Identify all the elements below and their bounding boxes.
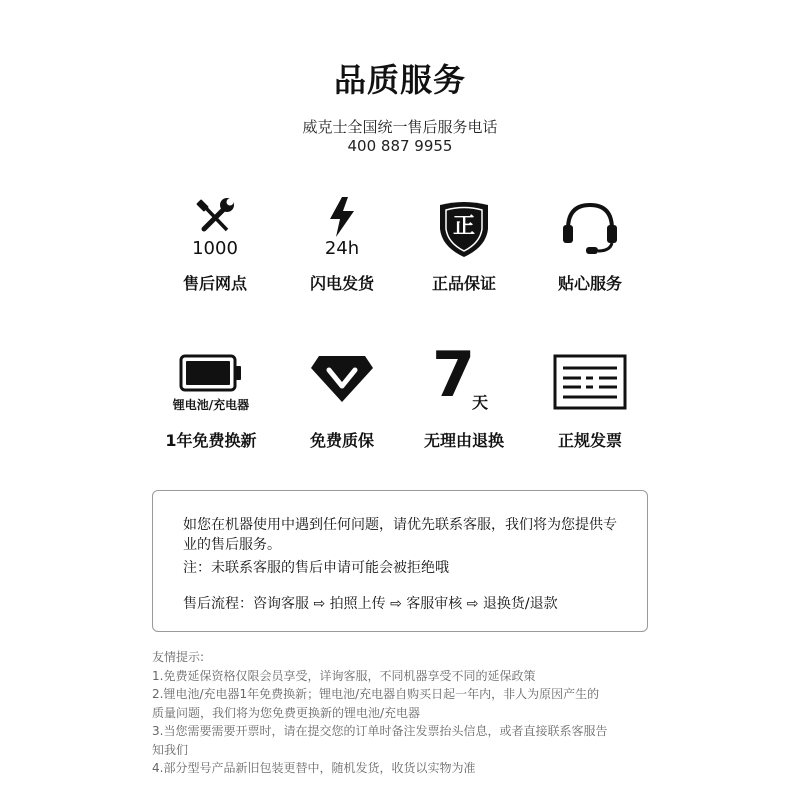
after-sales-notice (152, 490, 648, 632)
feature-service-outlets (145, 195, 285, 294)
feature-label: 免费质保 (309, 431, 374, 450)
tips-line: 4.部分型号产品新旧包装更替中，随机发货，收货以实物为准 (152, 761, 476, 775)
headset-icon (520, 195, 660, 265)
notice-note: 注：未联系客服的售后申请可能会被拒绝哦 (183, 560, 449, 576)
feature-label: 1年免费换新 (165, 431, 257, 450)
seven-digit: 7 (432, 338, 476, 411)
invoice-icon (520, 352, 660, 422)
lightning-icon (272, 195, 412, 265)
tips-heading: 友情提示: (152, 650, 205, 664)
hotline-label: 威克士全国统一售后服务电话 (302, 118, 498, 136)
process-step: 客服审核 (406, 596, 463, 612)
hotline-number: 400 887 9955 (347, 137, 453, 155)
battery-caption: 锂电池/充电器 (172, 398, 250, 412)
feature-fast-shipping (272, 195, 412, 294)
tips-line: 1.免费延保资格仅限会员享受，详询客服，不同机器享受不同的延保政策 (152, 668, 536, 683)
feature-free-warranty (272, 352, 412, 451)
process-label: 售后流程： (183, 596, 253, 612)
seven-days-icon (394, 338, 534, 422)
page-title: 品质服务 (333, 61, 466, 99)
arrow-icon: ⇨ (466, 596, 479, 612)
feature-label: 无理由退换 (423, 431, 504, 450)
feature-battery-replace (141, 352, 281, 451)
process-step: 拍照上传 (329, 596, 386, 612)
tips-line: 2.锂电池/充电器1年免费换新；锂电池/充电器自购买日起一年内，非人为原因产生的 (152, 687, 600, 701)
process-step: 咨询客服 (253, 596, 309, 612)
genuine-mark: 正 (452, 214, 475, 239)
days-char: 天 (472, 393, 489, 412)
tips-line: 知我们 (152, 742, 189, 757)
feature-support (520, 195, 660, 294)
shield-icon (394, 195, 534, 265)
shipping-time: 24h (324, 238, 360, 259)
tips-line: 质量问题，我们将为您免费更换新的锂电池/充电器 (152, 705, 421, 720)
outlets-count: 1000 (192, 238, 238, 259)
feature-7day-return (394, 338, 534, 451)
feature-label: 正品保证 (431, 274, 496, 293)
feature-label: 售后网点 (182, 274, 247, 293)
feature-invoice (520, 352, 660, 451)
friendly-tips (152, 648, 652, 778)
feature-genuine (394, 195, 534, 294)
arrow-icon: ⇨ (313, 596, 326, 612)
feature-label: 正规发票 (557, 431, 622, 450)
process-step: 退换货/退款 (482, 596, 558, 612)
battery-icon (141, 352, 281, 422)
tools-icon (145, 195, 285, 265)
process-flow (183, 593, 558, 613)
feature-label: 贴心服务 (557, 274, 622, 293)
notice-paragraph: 如您在机器使用中遇到任何问题，请优先联系客服，我们将为您提供专业的售后服务。 (183, 517, 617, 553)
arrow-icon: ⇨ (390, 596, 402, 612)
feature-label: 闪电发货 (309, 274, 374, 293)
tips-line: 3.当您需要需要开票时，请在提交您的订单时备注发票抬头信息，或者直接联系客服告 (152, 724, 608, 738)
diamond-v-icon (272, 352, 412, 422)
